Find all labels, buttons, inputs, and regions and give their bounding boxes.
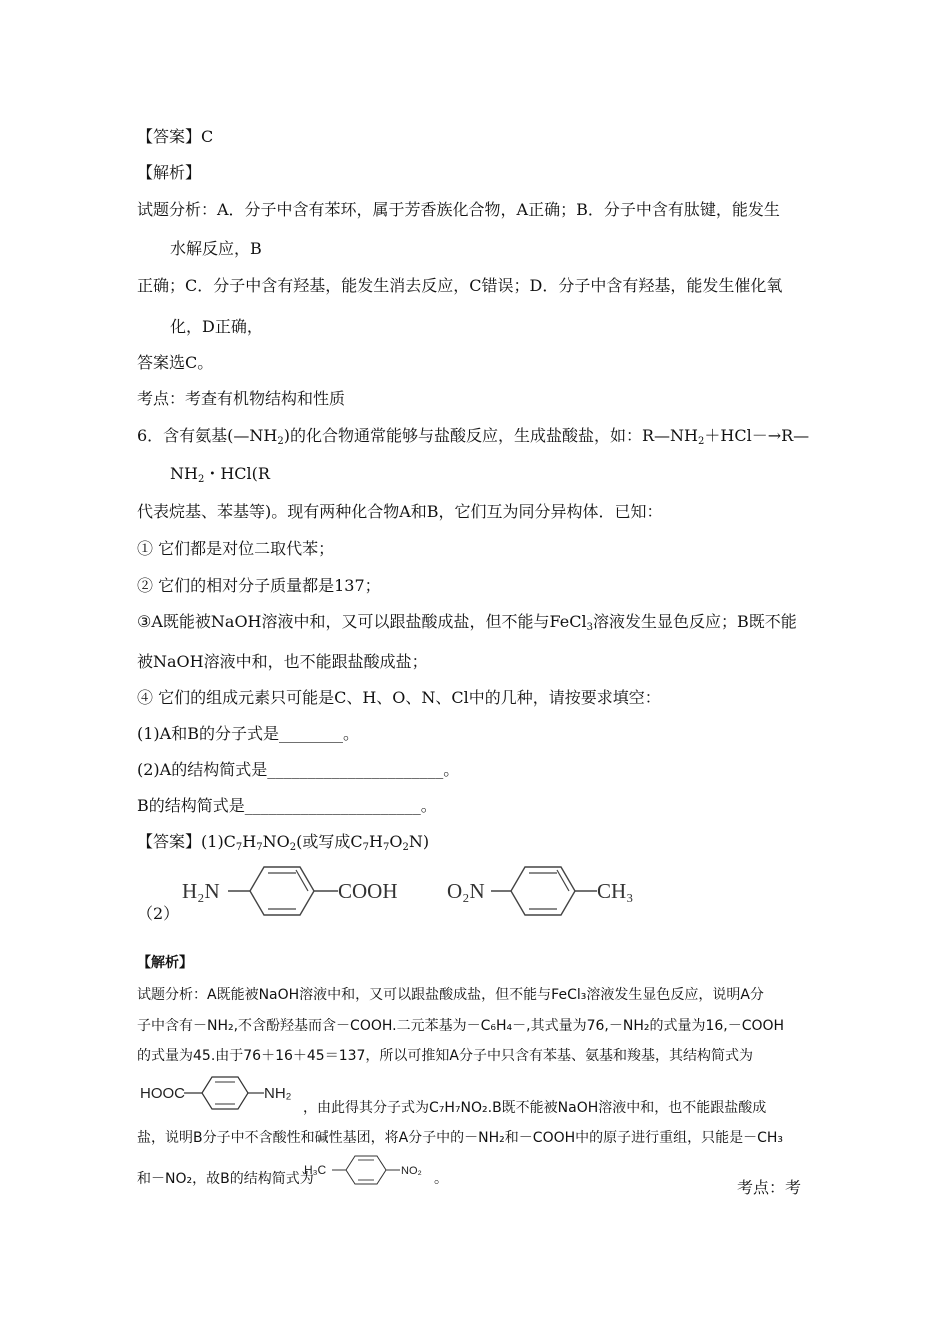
analysis-label: 【解析】 xyxy=(137,163,202,182)
structure-a-right: COOH xyxy=(338,879,398,903)
q6-analysis-p4: ，由此得其分子式为C₇H₇NO₂.B既不能被NaOH溶液中和，也不能跟盐酸成 xyxy=(303,1100,767,1116)
q6-analysis-p2: 子中含有－NH₂,不含酚羟基而含－COOH.二元苯基为－C₆H₄－,其式量为76,－NH₂的式量为16,－COOH xyxy=(137,1018,785,1034)
structure-a xyxy=(182,862,422,920)
analysis-line-2: 水解反应，B xyxy=(170,239,262,258)
analysis-line-4: 化，D正确， xyxy=(170,317,263,336)
structure-a-left: H₂N xyxy=(182,879,220,903)
analysis-line-1: 试题分析：A．分子中含有苯环，属于芳香族化合物，A正确；B．分子中含有肽键，能发生 xyxy=(137,200,780,219)
kaodian: 考点：考查有机物结构和性质 xyxy=(137,389,346,408)
condition-3-cont: 被NaOH溶液中和，也不能跟盐酸成盐； xyxy=(137,652,428,671)
q6-stem-line-2: $NH_2$・HCl(R xyxy=(170,464,270,485)
q6-analysis-p6: 和－NO₂，故B的结构简式为 xyxy=(137,1171,314,1187)
structure-b-right: CH₃ xyxy=(597,879,634,903)
q6-analysis-p5: 盐，说明B分子中不含酸性和碱性基团，将A分子中的－NH₂和－COOH中的原子进行重组，只能是－CH₃ xyxy=(137,1130,784,1146)
q6-stem-line-1: 6．含有氨基$(—NH_2)$的化合物通常能够与盐酸反应，生成盐酸盐，如：$R—NH_2+HCl-\to R—$ xyxy=(137,426,810,447)
figure-h3c-no2-right: NO₂ xyxy=(401,1165,422,1177)
q6-kaodian: 考点：考 xyxy=(737,1178,802,1197)
subquestion-3: B的结构简式是______________________。 xyxy=(137,796,437,815)
answer-label: 【答案】C xyxy=(137,127,214,146)
condition-3: ③A既能被NaOH溶液中和，又可以跟盐酸成盐，但不能与FeCl$_3$溶液发生显色反应；B既不能 xyxy=(137,612,797,633)
q6-analysis-p3: 的式量为45.由于76＋16＋45＝137，所以可推知A分子中只含有苯基、氨基和羧基，其结构简式为 xyxy=(137,1048,754,1064)
analysis-line-3: 正确；C．分子中含有羟基，能发生消去反应，C错误；D．分子中含有羟基，能发生催化氧 xyxy=(137,276,783,295)
answer-2-number: （2） xyxy=(137,904,180,923)
q6-answer-line-1: 【答案】$(1)C_7H_7NO_2$(或写成$C_7H_7O_2N$) xyxy=(137,832,430,853)
subquestion-2: (2)A的结构简式是______________________。 xyxy=(137,760,460,779)
answer-choice: 答案选C。 xyxy=(137,353,214,372)
condition-4: ④ 它们的组成元素只可能是C、H、O、N、Cl中的几种，请按要求填空： xyxy=(137,688,661,707)
answer-value: C xyxy=(201,127,214,146)
figure-hooc-nh2 xyxy=(140,1074,300,1112)
q6-analysis-p1: 试题分析：A既能被NaOH溶液中和，又可以跟盐酸成盐，但不能与FeCl₃溶液发生显色反应，说明A分 xyxy=(137,987,764,1003)
structure-b xyxy=(447,862,647,920)
q6-analysis-label: 【解析】 xyxy=(137,955,193,971)
condition-1: ① 它们都是对位二取代苯； xyxy=(137,539,335,558)
figure-hooc-nh2-right: NH₂ xyxy=(264,1085,292,1102)
q6-stem-line-3: 代表烷基、苯基等)。现有两种化合物A和B，它们互为同分异构体．已知： xyxy=(137,502,663,521)
figure-hooc-nh2-left: HOOC xyxy=(140,1085,185,1102)
structure-b-left: O₂N xyxy=(447,879,485,903)
figure-h3c-no2-left: H₃C xyxy=(304,1163,327,1177)
condition-2: ② 它们的相对分子质量都是137； xyxy=(137,576,381,595)
figure-h3c-no2 xyxy=(304,1153,434,1187)
q6-analysis-end: 。 xyxy=(434,1171,448,1187)
subquestion-1: (1)A和B的分子式是________。 xyxy=(137,724,359,743)
